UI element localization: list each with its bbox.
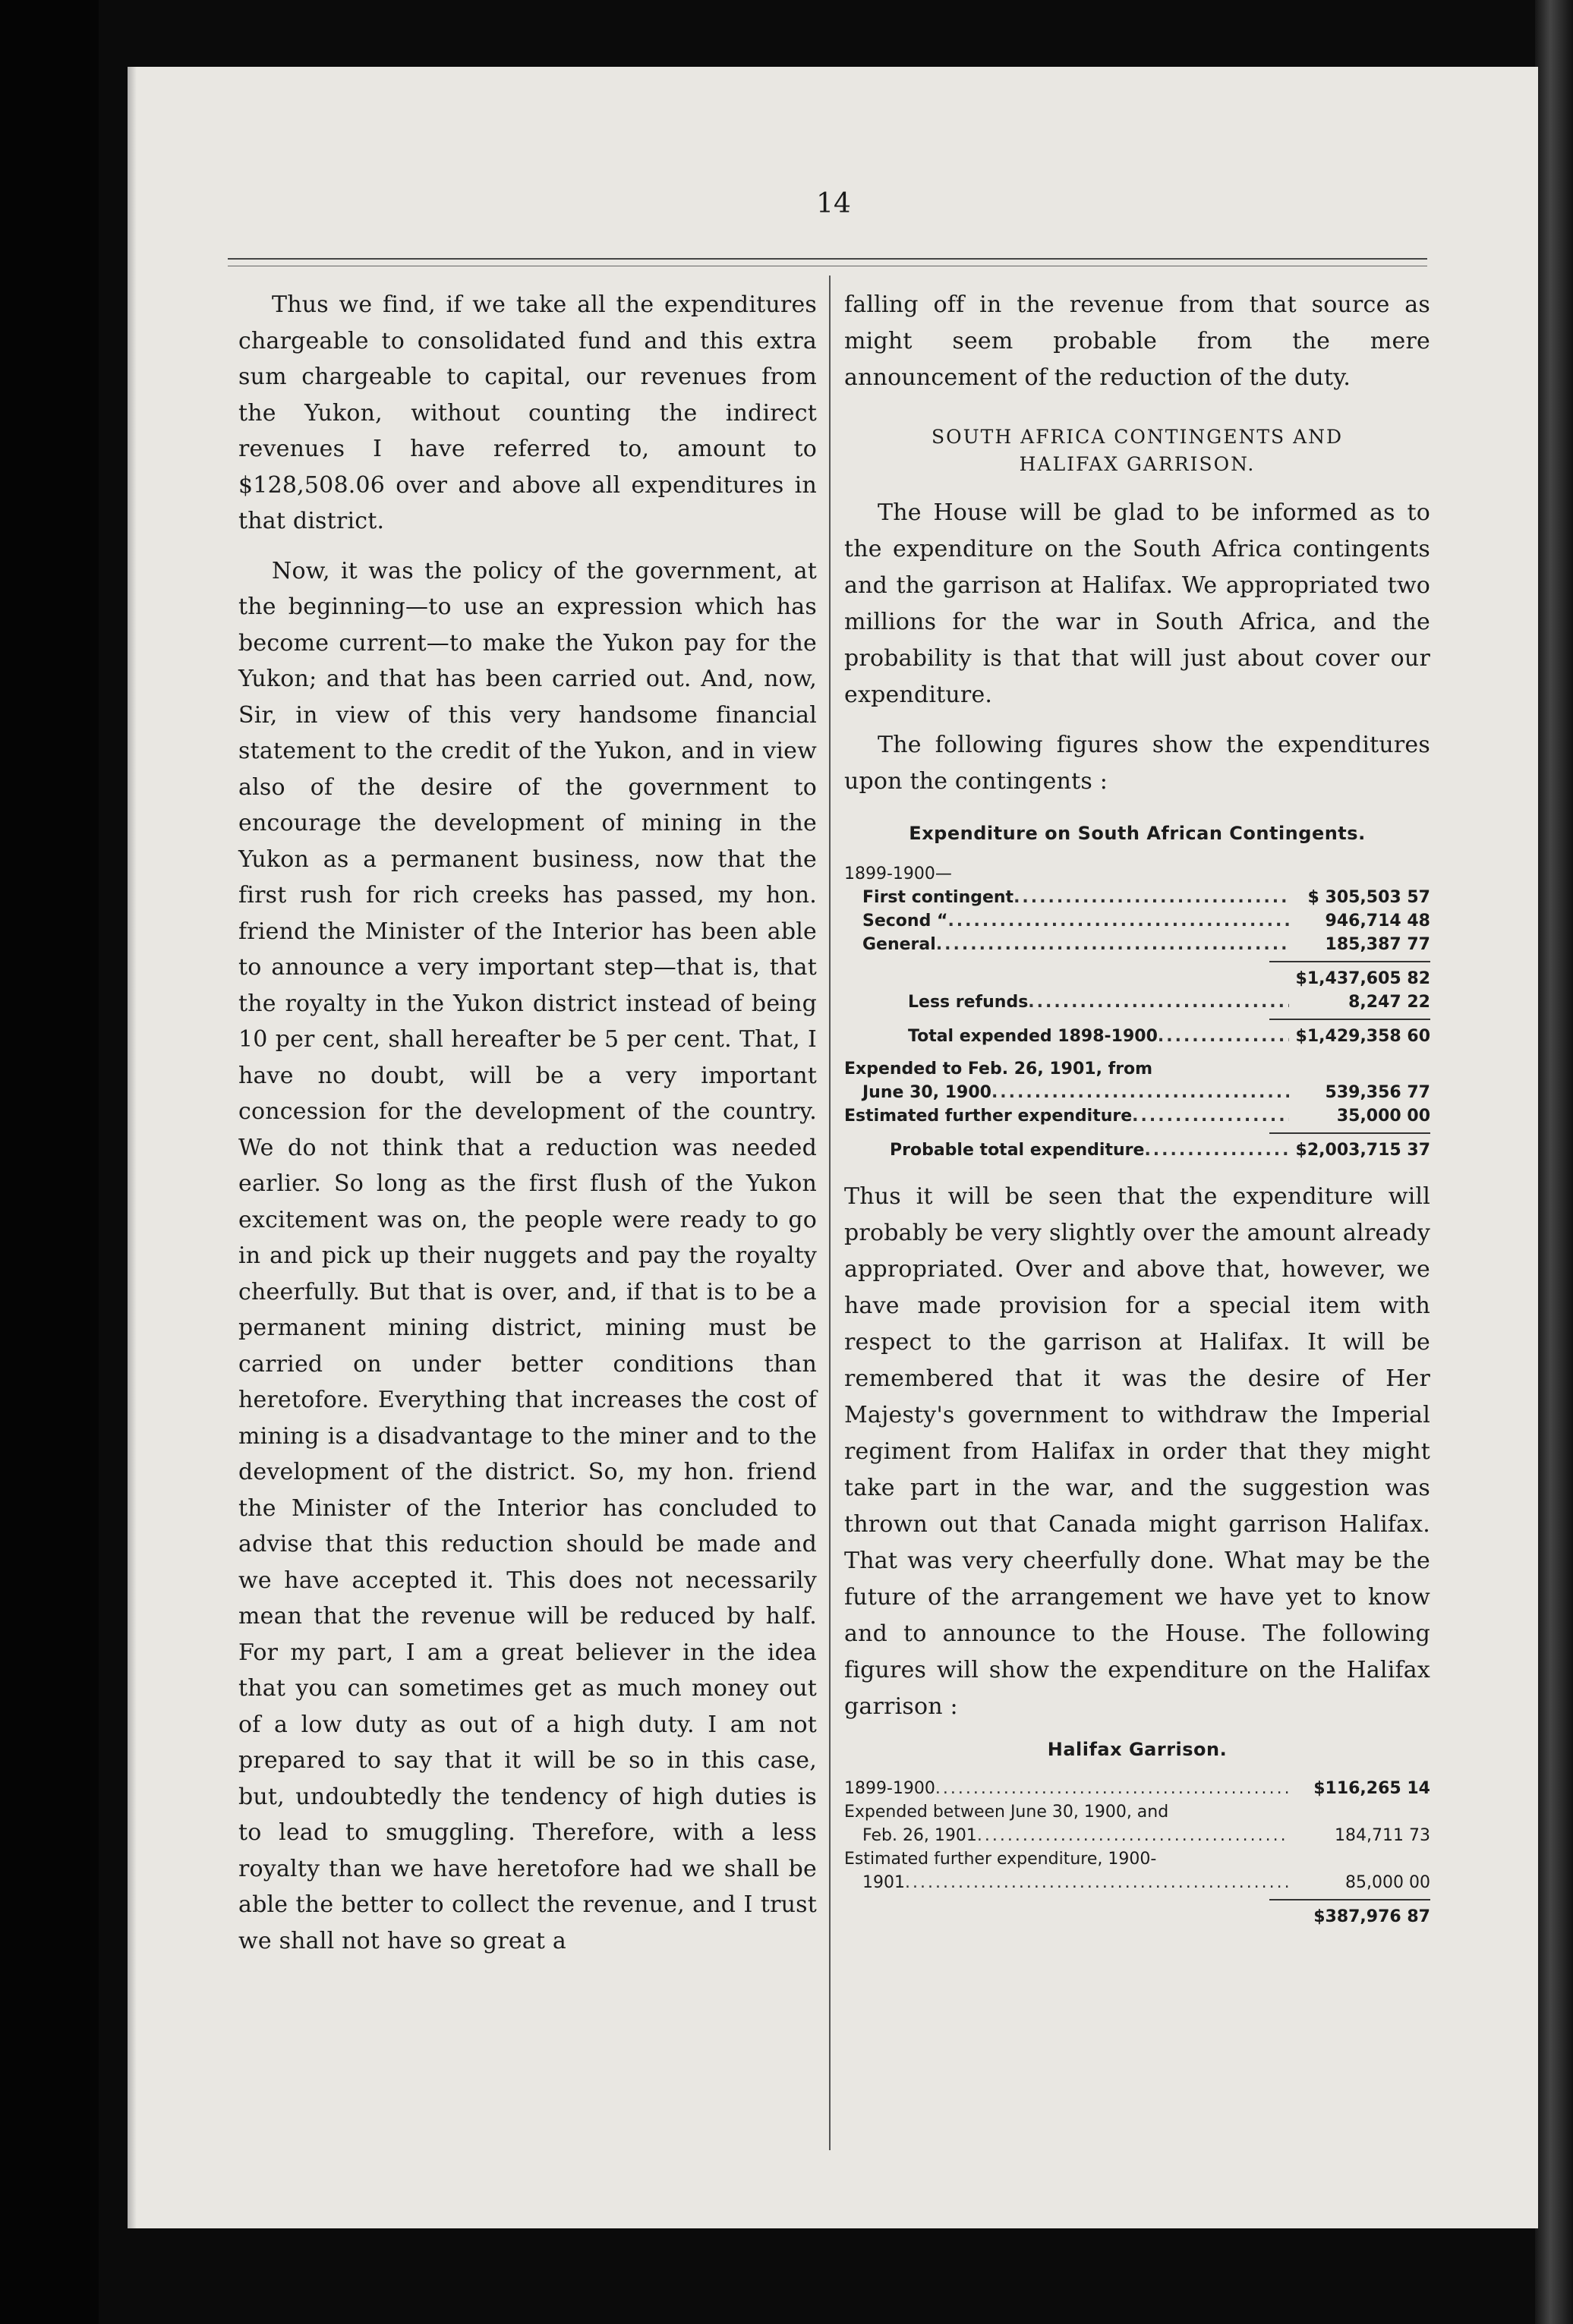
document-page	[128, 67, 1538, 2228]
table-title: Expenditure on South African Contingents.	[909, 823, 1366, 844]
row-label: Expended to Feb. 26, 1901, from	[844, 1060, 1153, 1079]
table-title: Halifax Garrison.	[1047, 1739, 1228, 1760]
paragraph: Thus it will be seen that the expenditure will probably be very slightly over the amount already appropriated. Over and above that, however, we have made provision for a special item with respect to the garrison at Halifax. It will be remembered that it was the desire of Her Majesty's government to withdraw the Imperial regiment from Halifax in order that they might take part in the war, and the suggestion was thrown out that Canada might garrison Halifax. That was very cheerfully done. What may be the future of the arrangement we have yet to know and to announce to the House. The following figures will show the expenditure on the Halifax garrison :	[844, 1183, 1430, 1720]
table-row	[844, 862, 1430, 886]
row-label: Total expended 1898-1900	[908, 1027, 1158, 1046]
total-amount: $387,976 87	[1313, 1907, 1430, 1926]
header-rule	[228, 258, 1427, 260]
leader-dots	[991, 1081, 1289, 1104]
subtotal-rule	[1269, 1132, 1430, 1134]
table-row	[844, 967, 1430, 990]
leader-dots	[1132, 1104, 1289, 1128]
row-label: Estimated further expenditure	[844, 1107, 1133, 1126]
row-amount: $ 305,503 57	[1307, 888, 1430, 907]
section-heading-line: HALIFAX GARRISON.	[1019, 453, 1256, 475]
paragraph: The following figures show the expenditures upon the contingents :	[844, 732, 1430, 795]
scan-border-right	[1535, 0, 1573, 2324]
table-row	[844, 1057, 1430, 1081]
table-row	[844, 1871, 1430, 1894]
row-amount: 946,714 48	[1325, 912, 1430, 931]
table-row	[844, 1847, 1430, 1871]
row-label: First contingent	[862, 888, 1014, 907]
table-row	[844, 1081, 1430, 1104]
leader-dots	[1158, 1025, 1289, 1048]
paragraph: Now, it was the policy of the government, at the beginning—to use an expression which has become current—to make the Yukon pay for the Yukon; and that has been carried out. And, now, Sir, in view of this very handsome financial statement to the credit of the Yukon, and in view also of the desire of the government to encourage the development of mining in the Yukon as a permanent business, now that the first rush for rich creeks has passed, my hon. friend the Minister of the Interior has been able to announce a very important step—that is, that the royalty in the Yukon district instead of being 10 per cent, shall hereafter be 5 per cent. That, I have no doubt, will be a very important concession for the development of the country. We do not think that a reduction was needed earlier. So long as the first flush of the Yukon excitement was on, the people were ready to go in and pick up their nuggets and pay the royalty cheerfully. But that is over, and, if that is to be a permanent mining district, mining must be carried on under better conditions than heretofore. Everything that increases the cost of mining is a disadvantage to the miner and to the development of the district. So, my hon. friend the Minister of the Interior has concluded to advise that this reduction should be made and we have accepted it. This does not necessarily mean that the revenue will be reduced by half. For my part, I am a great believer in the idea that you can sometimes get as much money out of a low duty as out of a high duty. I am not prepared to say that it will be so in this case, but, undoubtedly the tendency of high duties is to lead to smuggling. Therefore, with a less royalty than we have heretofore had we shall be able the better to collect the revenue, and I trust we shall not have so great a	[238, 557, 817, 1954]
scan-border-left	[0, 0, 99, 2324]
period-label: 1899-1900—	[844, 864, 952, 883]
table-row	[844, 1800, 1430, 1824]
subtotal-amount: $1,437,605 82	[1295, 969, 1430, 988]
leader-dots	[1013, 886, 1289, 909]
row-label: Expended between June 30, 1900, and	[844, 1803, 1169, 1822]
column-divider	[829, 276, 831, 2150]
row-amount: 35,000 00	[1336, 1107, 1430, 1126]
row-amount: 8,247 22	[1348, 993, 1430, 1012]
table-row	[844, 1138, 1430, 1162]
leader-dots	[947, 909, 1289, 933]
table-row	[844, 933, 1430, 956]
total-rule	[1269, 1899, 1430, 1900]
paragraph: The House will be glad to be informed as to the expenditure on the South Africa contingents and the garrison at Halifax. We appropriated two millions for the war in South Africa, and the probability is that that will just about cover our expenditure.	[844, 499, 1430, 708]
section-heading-line: SOUTH AFRICA CONTINGENTS AND	[931, 426, 1344, 448]
row-label: 1899-1900	[844, 1779, 935, 1798]
table-row	[844, 990, 1430, 1014]
row-label: General	[862, 935, 936, 954]
row-label: Feb. 26, 1901	[862, 1826, 977, 1845]
leader-dots	[905, 1871, 1289, 1894]
expenditure-table-halifax	[844, 1777, 1430, 1929]
row-label: 1901	[862, 1873, 905, 1892]
row-amount: 539,356 77	[1325, 1083, 1430, 1102]
row-label: Less refunds	[908, 993, 1029, 1012]
right-column	[844, 287, 1430, 1929]
section-heading	[844, 424, 1430, 478]
row-label: June 30, 1900	[862, 1083, 991, 1102]
paragraph: Thus we find, if we take all the expenditures chargeable to consolidated fund and this extra sum chargeable to capital, our revenues from the Yukon, without counting the indirect revenues I have referred to, amount to $128,508.06 over and above all expenditures in that district.	[238, 291, 817, 534]
row-label: Estimated further expenditure, 1900-	[844, 1850, 1157, 1869]
left-column	[238, 287, 817, 1973]
row-label: Second “	[862, 912, 948, 931]
table-row	[844, 1777, 1430, 1800]
leader-dots	[936, 933, 1289, 956]
table-row	[844, 1104, 1430, 1128]
leader-dots	[977, 1824, 1289, 1847]
table-row	[844, 1824, 1430, 1847]
table-row	[844, 1025, 1430, 1048]
subtotal-rule	[1269, 961, 1430, 962]
row-label: Probable total expenditure	[890, 1141, 1145, 1160]
row-amount: 185,387 77	[1325, 935, 1430, 954]
leader-dots	[1144, 1138, 1289, 1162]
table-row	[844, 909, 1430, 933]
spacer	[844, 1048, 1430, 1057]
row-amount: 85,000 00	[1345, 1873, 1430, 1892]
expenditure-table-south-africa	[844, 862, 1430, 1162]
table-row	[844, 886, 1430, 909]
row-amount: $116,265 14	[1313, 1779, 1430, 1798]
table-row	[844, 1905, 1430, 1929]
paragraph-continuation: falling off in the revenue from that source as might seem probable from the mere announcement of the reduction of the duty.	[844, 291, 1430, 391]
page-number: 14	[816, 188, 851, 219]
subtotal-rule	[1269, 1019, 1430, 1020]
leader-dots	[935, 1777, 1289, 1800]
row-amount: $1,429,358 60	[1295, 1027, 1430, 1046]
row-amount: 184,711 73	[1335, 1826, 1430, 1845]
leader-dots	[1028, 990, 1289, 1014]
page-binding-shadow	[128, 67, 137, 2228]
row-amount: $2,003,715 37	[1295, 1141, 1430, 1160]
